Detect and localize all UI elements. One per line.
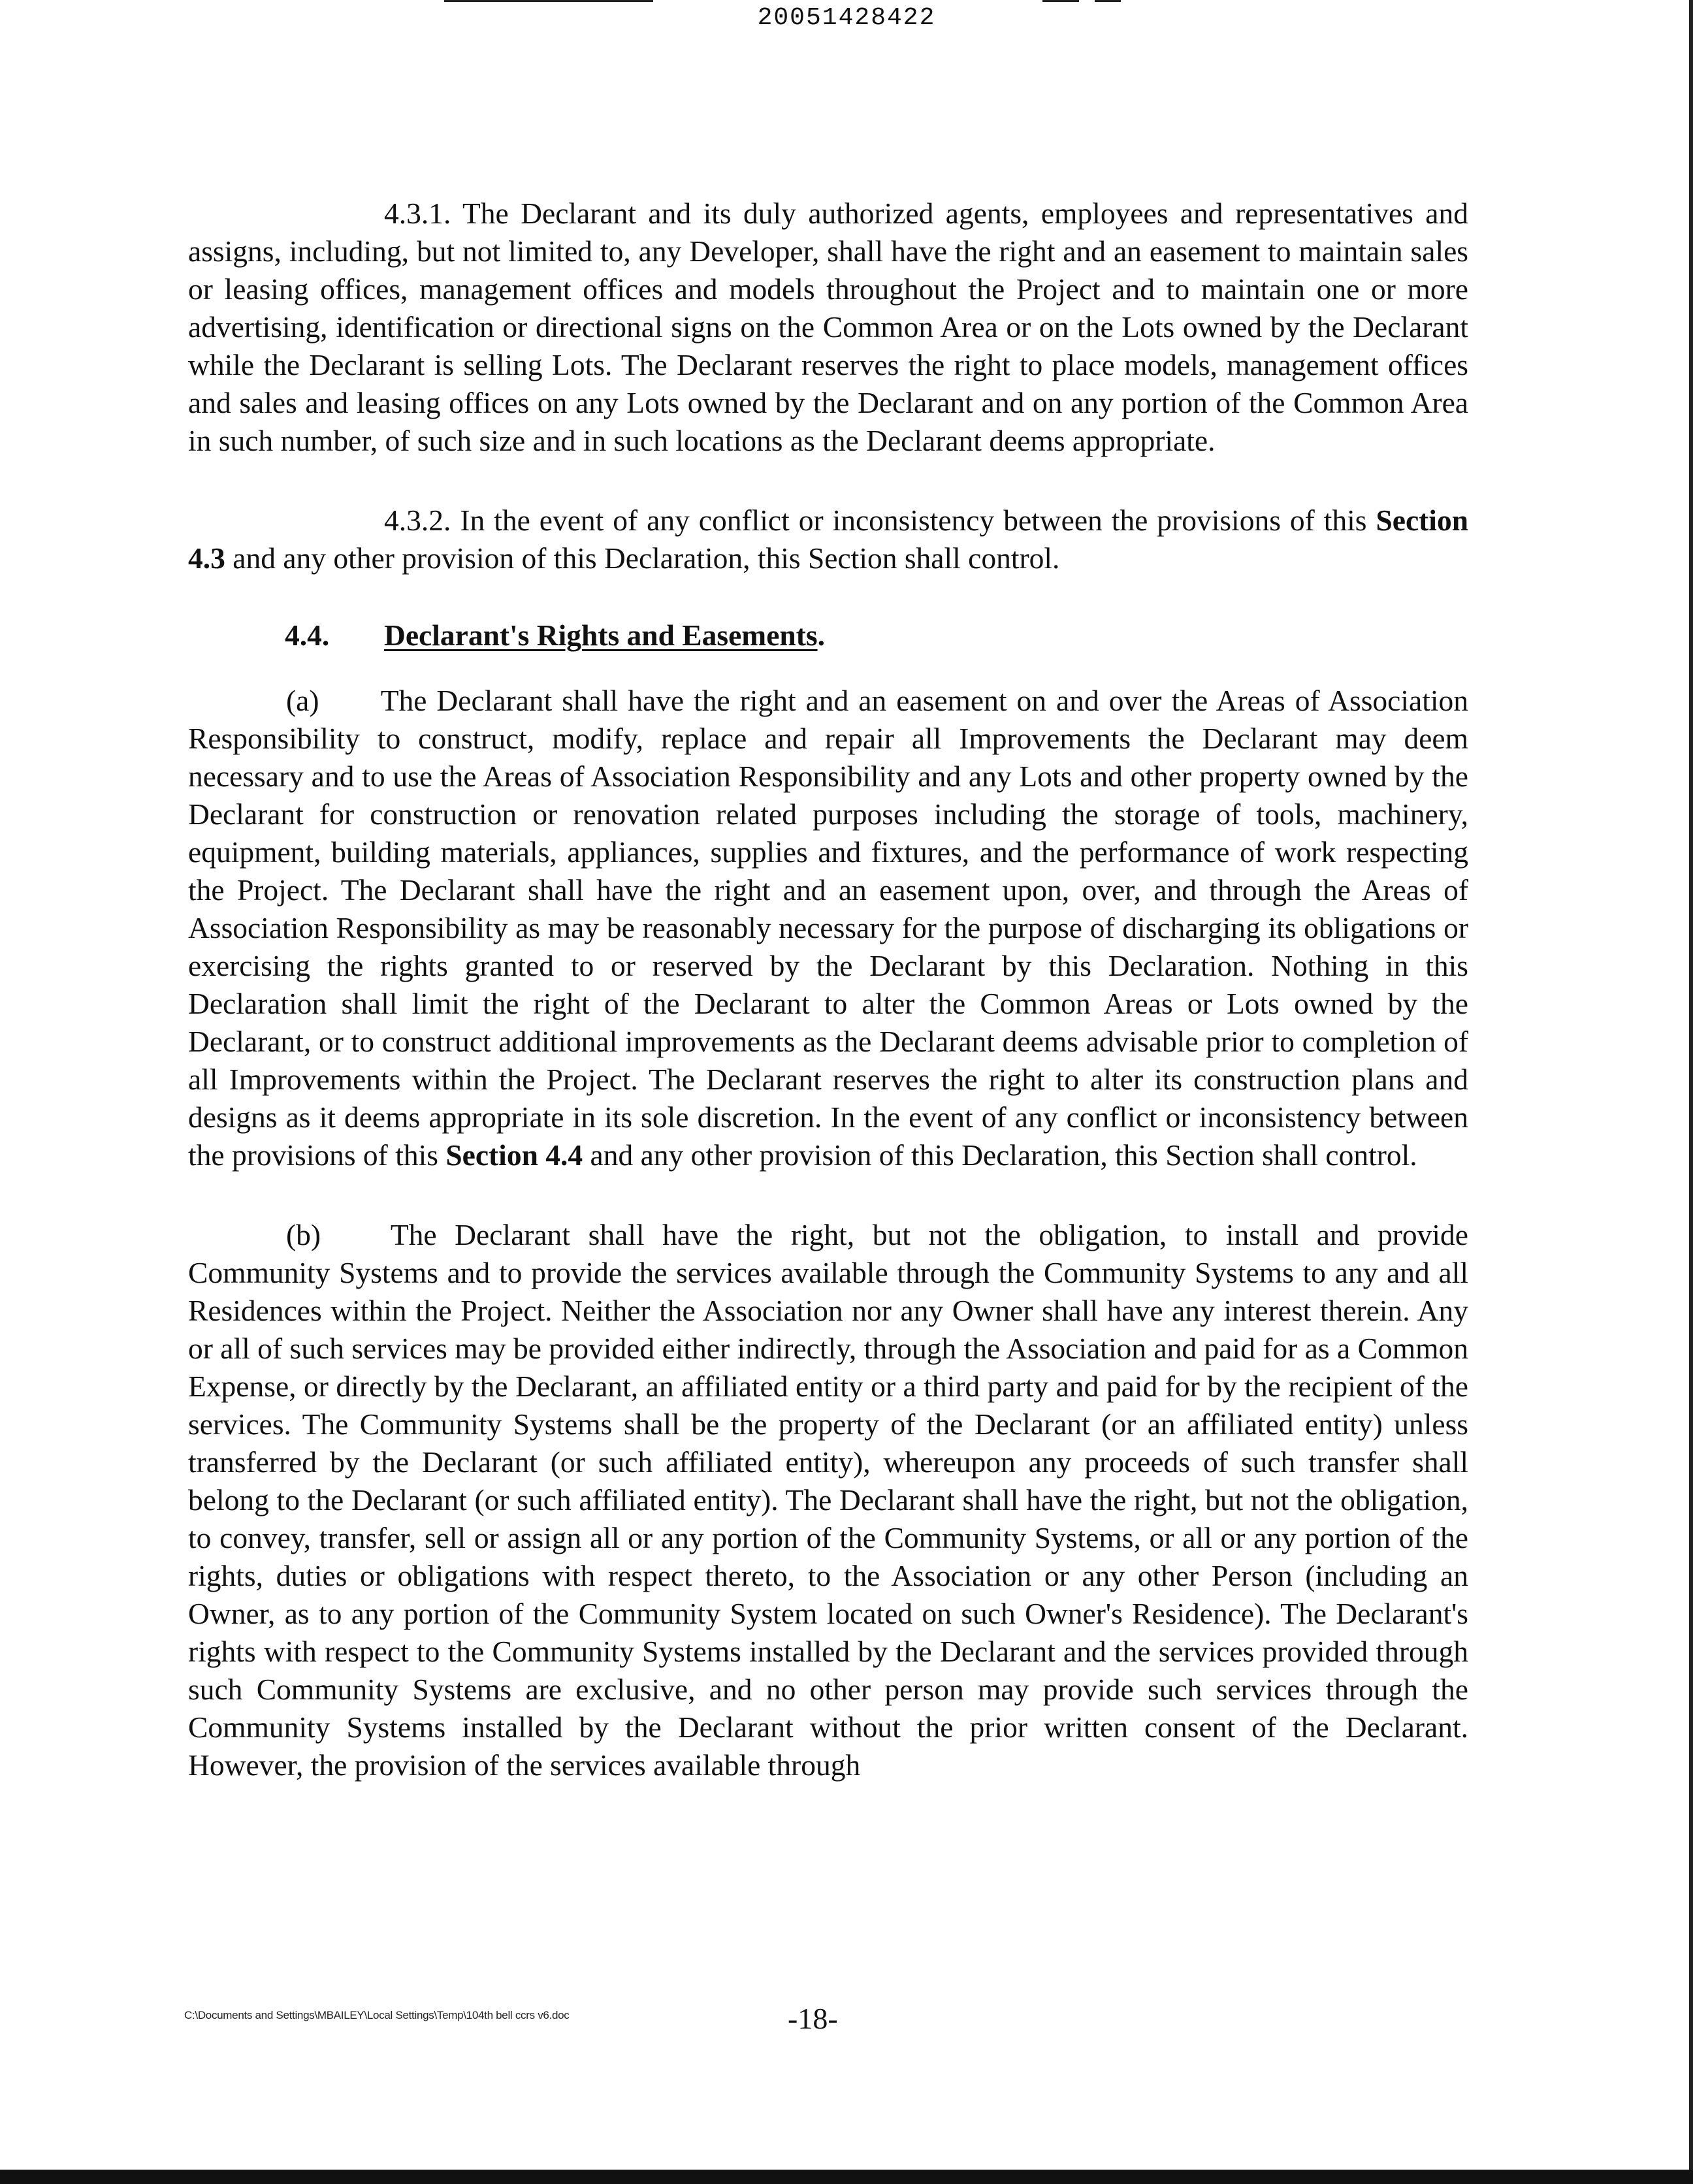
section-title: [384, 617, 825, 654]
paragraph-4-3-1: [188, 195, 1468, 460]
paragraph-spacer: [188, 660, 1468, 682]
document-body: [188, 195, 1468, 1784]
scan-edge-bottom: [0, 2170, 1693, 2184]
paragraph-4-3-2: [188, 502, 1468, 577]
page-number: -18-: [788, 2002, 838, 2035]
paragraph-spacer: [188, 460, 1468, 502]
footer-file-path: C:\Documents and Settings\MBAILEY\Local Settings\Temp\104th bell ccrs v6.doc: [184, 2009, 570, 2021]
paragraph-4-3-2-tail: and any other provision of this Declaration, this Section shall control.: [233, 541, 1060, 575]
paragraph-4-4-a-tail: and any other provision of this Declaration, this Section shall control.: [590, 1138, 1417, 1172]
paragraph-4-4-a-label: (a): [286, 684, 319, 717]
scan-edge-right: [1689, 0, 1693, 2184]
scan-artifact-line: [1095, 0, 1121, 2]
section-number: 4.4.: [285, 618, 330, 652]
paragraph-4-3-2-lead: 4.3.2. In the event of any conflict or inconsistency between the provisions of this: [384, 504, 1367, 537]
section-title-period: .: [817, 618, 825, 652]
section-heading-4-4: [188, 617, 1468, 660]
section-title-underlined: Declarant's Rights and Easements: [384, 618, 818, 652]
paragraph-4-4-b-text: The Declarant shall have the right, but not the obligation, to install and provide Community Systems and to provide the services available through the Community Systems to any and all Residences within the Project. Neither the Association nor any Owner shall have any interest therein. Any or all of such services may be provided either indirectly, through the Association and paid for as a Common Expense, or directly by the Declarant, an affiliated entity or a third party and paid for by the recipient of the services. The Community Systems shall be the property of the Declarant (or an affiliated entity) unless transferred by the Declarant (or such affiliated entity), whereupon any proceeds of such transfer shall belong to the Declarant (or such affiliated entity). The Declarant shall have the right, but not the obligation, to convey, transfer, sell or assign all or any portion of the Community Systems, or all or any portion of the rights, duties or obligations with respect thereto, to the Association or any other Person (including an Owner, as to any portion of the Community System located on such Owner's Residence). The Declarant's rights with respect to the Community Systems installed by the Declarant and the services provided through such Community Systems are exclusive, and no other person may provide such services through the Community Systems installed by the Declarant without the prior written consent of the Declarant. However, the provision of the services available through: [188, 1218, 1468, 1782]
paragraph-4-4-a: [188, 682, 1468, 1174]
paragraph-spacer: [188, 1174, 1468, 1216]
paragraph-4-4-b: [188, 1216, 1468, 1784]
paragraph-spacer: [188, 577, 1468, 617]
scan-artifact-line: [444, 0, 653, 2]
document-number: 20051428422: [757, 4, 936, 32]
paragraph-4-3-1-text: 4.3.1. The Declarant and its duly authorized agents, employees and representatives and assigns, including, but not limited to, any Developer, shall have the right and an easement to maintain sales or leasing offices, management offices and models throughout the Project and to maintain one or more advertising, identification or directional signs on the Common Area or on the Lots owned by the Declarant while the Declarant is selling Lots. The Declarant reserves the right to place models, management offices and sales and leasing offices on any Lots owned by the Declarant and on any portion of the Common Area in such number, of such size and in such locations as the Declarant deems appropriate.: [188, 197, 1468, 457]
section-4-3-reference: Section 4.3: [188, 504, 1468, 575]
paragraph-4-4-b-label: (b): [286, 1218, 321, 1251]
paragraph-4-4-a-text: The Declarant shall have the right and an easement on and over the Areas of Association Responsibility to construct, modify, replace and repair all Improvements the Declarant may deem necessary and to use the Areas of Association Responsibility and any Lots and other property owned by the Declarant for construction or renovation related purposes including the storage of tools, machinery, equipment, building materials, appliances, supplies and fixtures, and the performance of work respecting the Project. The Declarant shall have the right and an easement upon, over, and through the Areas of Association Responsibility as may be reasonably necessary for the purpose of discharging its obligations or exercising the rights granted to or reserved by the Declarant by this Declaration. Nothing in this Declaration shall limit the right of the Declarant to alter the Common Areas or Lots owned by the Declarant, or to construct additional improvements as the Declarant deems advisable prior to completion of all Improvements within the Project. The Declarant reserves the right to alter its construction plans and designs as it deems appropriate in its sole discretion. In the event of any conflict or inconsistency between the provisions of this: [188, 684, 1468, 1172]
section-4-4-reference: Section 4.4: [445, 1138, 583, 1172]
scan-artifact-line: [1042, 0, 1079, 2]
